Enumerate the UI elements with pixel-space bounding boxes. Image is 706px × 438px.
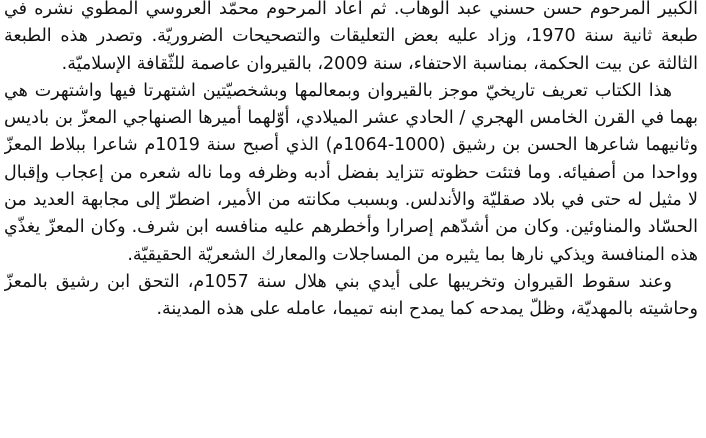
paragraph-fall-of-kairouan: وعند سقوط القيروان وتخريبها على أيدي بني هلال سنة 1057م، التحق ابن رشيق بالمعزّ وحاشيته بالمهديّة، وظلّ يمدحه كما يمدح ابنه تميما، عامله على هذه المدينة.	[4, 271, 698, 320]
paragraph-book-description: هذا الكتاب تعريف تاريخيّ موجز بالقيروان وبمعالمها وبشخصيّتين اشتهرتا فيها واشتهرت هي بهما في القرن الخامس الهجري / الحادي عشر الميلادي، أوّلهما أميرها الصنهاجي المعزّ بن باديس وثانيهما شاعرها الحسن بن رشيق (1000-1064م) الذي أصبح سنة 1019م شاعرا ببلاط المعزّ وواحدا من أصفيائه. وما فتئت حظوته تتزايد بفضل أدبه وظرفه وما ناله شعره من إعجاب وإقبال لا مثيل له حتى في بلاد صقليّة والأندلس. وبسبب مكانته من الأمير، اضطرّ إلى مجابهة العديد من الحسّاد والمناوئين. وكان من أشدّهم إصرارا وأخطرهم عليه منافسه ابن شرف. وكان المعزّ يغذّي هذه المنافسة ويذكي نارها بما يثيره من المساجلات والمعارك الشعريّة الحقيقيّة.	[4, 80, 698, 265]
paragraph-publication-history: الكبير المرحوم حسن حسني عبد الوهاب. ثم أعاد المرحوم محمّد العروسي المطوي نشره في طبعة ثانية سنة 1970، وزاد عليه بعض التعليقات والتصحيحات الضروريّة. وتصدر هذه الطبعة الثالثة عن بيت الحكمة، بمناسبة الاحتفاء، سنة 2009، بالقيروان عاصمة للثّقافة الإسلاميّة.	[4, 0, 698, 74]
document-page	[4, 0, 698, 438]
